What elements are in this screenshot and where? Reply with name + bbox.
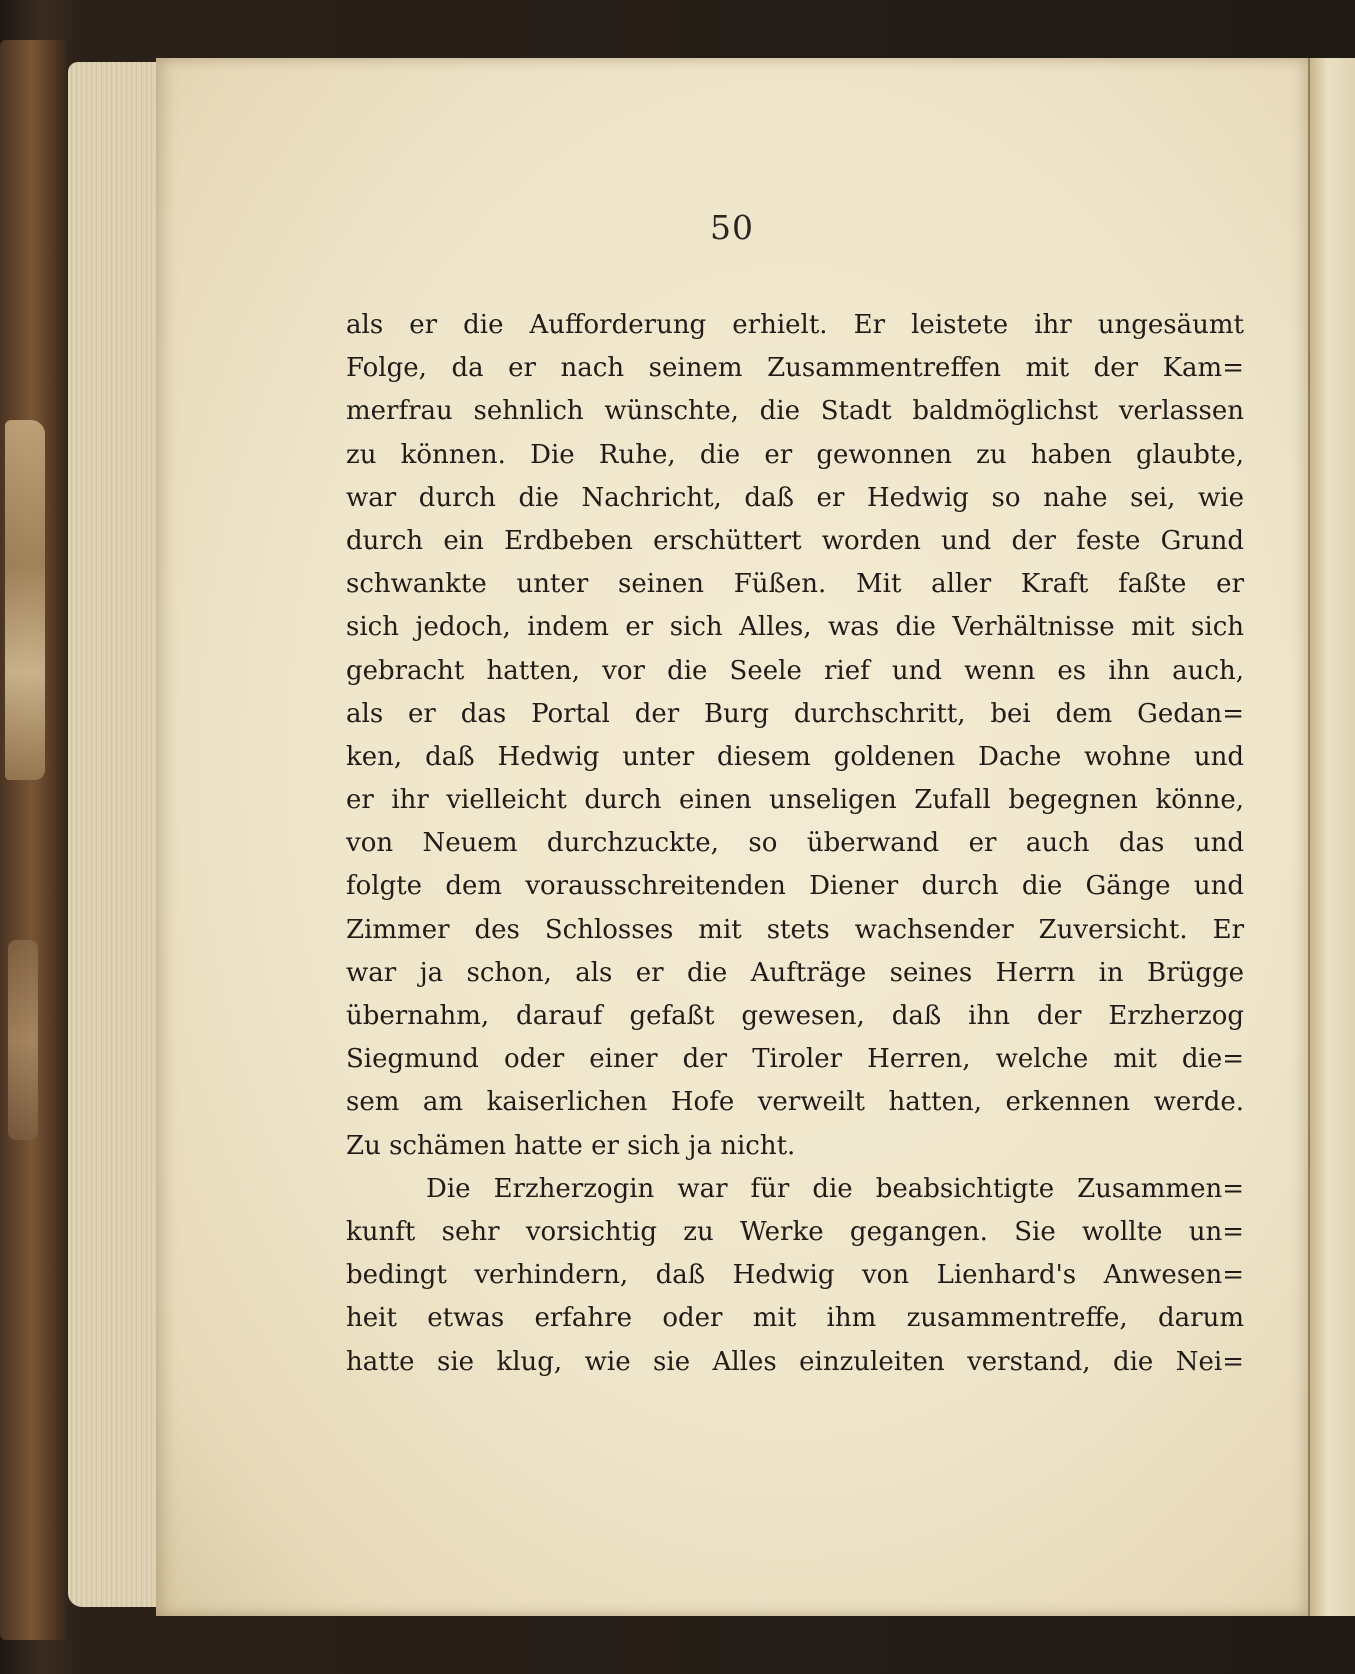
text-line: merfrau sehnlich wünschte, die Stadt baldmöglichst verlassen [346,396,1244,427]
page-stack-edges [68,62,168,1607]
text-line: sich jedoch, indem er sich Alles, was die Verhältnisse mit sich [346,612,1244,643]
text-line: schwankte unter seinen Füßen. Mit aller Kraft faßte er [346,569,1244,600]
text-line: als er die Aufforderung erhielt. Er leistete ihr ungesäumt [346,310,1244,340]
text-line: zu können. Die Ruhe, die er gewonnen zu haben glaubte, [346,439,1244,470]
facing-page-edge [1310,58,1355,1616]
text-line: durch ein Erdbeben erschüttert worden und der feste Grund [346,525,1244,556]
book-cover-edge [0,40,70,1640]
body-text [346,304,1244,1384]
text-line: heit etwas erfahre oder mit ihm zusammentreffe, darum [346,1303,1244,1334]
cover-wear-patch [5,420,45,780]
text-line: übernahm, darauf gefaßt gewesen, daß ihn der Erzherzog [346,1001,1244,1031]
text-line: bedingt verhindern, daß Hedwig von Lienhard's Anwesen= [346,1260,1244,1291]
text-line: hatte sie klug, wie sie Alles einzuleiten verstand, die Nei= [346,1346,1244,1377]
text-line: Siegmund oder einer der Tiroler Herren, welche mit die= [346,1044,1244,1075]
text-line: Zu schämen hatte er sich ja nicht. [346,1130,796,1161]
text-line: ken, daß Hedwig unter diesem goldenen Dache wohne und [346,741,1244,772]
text-line: gebracht hatten, vor die Seele rief und wenn es ihn auch, [346,655,1244,686]
text-line: als er das Portal der Burg durchschritt, bei dem Gedan= [346,698,1244,729]
text-line: sem am kaiserlichen Hofe verweilt hatten, erkennen werde. [346,1087,1244,1118]
text-line: kunft sehr vorsichtig zu Werke gegangen. Sie wollte un= [346,1216,1244,1247]
text-line: von Neuem durchzuckte, so überwand er auch das und [346,828,1244,859]
text-line: folgte dem vorausschreitenden Diener durch die Gänge und [346,871,1244,902]
text-line: Zimmer des Schlosses mit stets wachsender Zuversicht. Er [346,914,1244,945]
text-line: Die Erzherzogin war für die beabsichtigte Zusammen= [426,1173,1244,1204]
text-line: war durch die Nachricht, daß er Hedwig so nahe sei, wie [346,482,1244,513]
text-line: Folge, da er nach seinem Zusammentreffen mit der Kam= [346,353,1244,384]
book-page [156,58,1308,1616]
text-line: er ihr vielleicht durch einen unseligen Zufall begegnen könne, [346,785,1244,816]
cover-wear-patch [8,940,38,1140]
page-number: 50 [710,208,754,247]
text-line: war ja schon, als er die Aufträge seines Herrn in Brügge [346,957,1244,988]
